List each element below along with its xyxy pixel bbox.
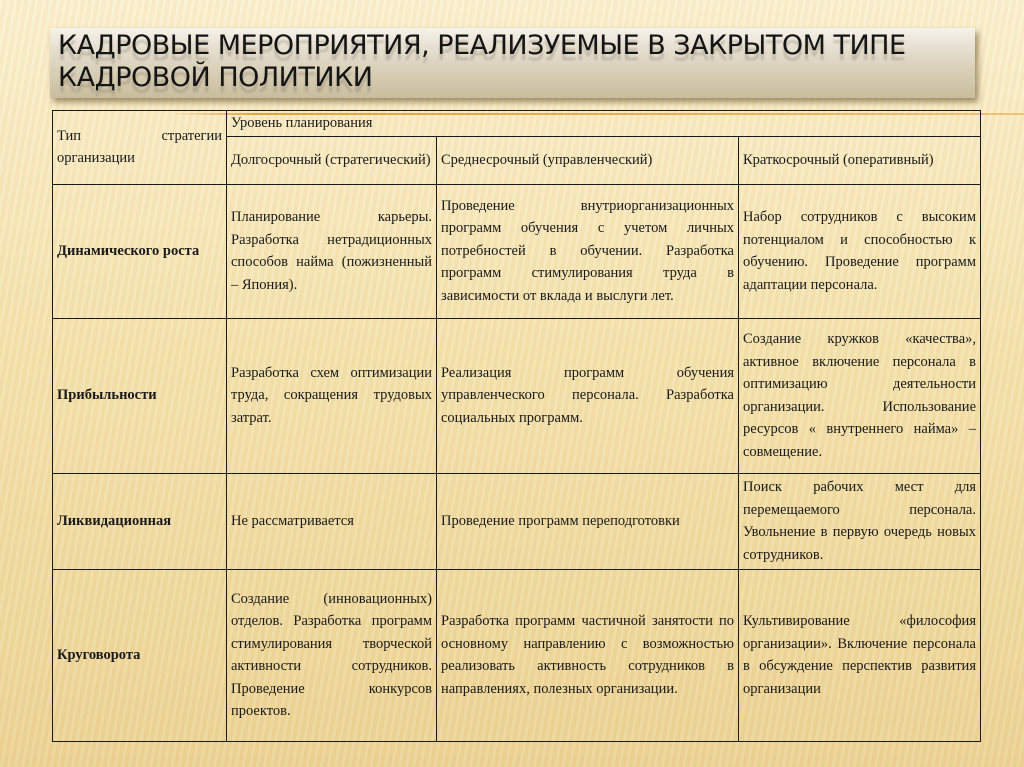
- long-term-cell: Не рассматривается: [227, 473, 437, 569]
- table-row: [53, 473, 981, 569]
- table-row: [53, 184, 981, 318]
- mid-term-cell: Разработка программ частичной занятости по основному направлению с возможностью реализовать активность сотрудников в направлениях, полезных организации.: [437, 569, 739, 741]
- short-term-cell: Культивирование «философия организации». Включение персонала в обсуждение перспектив развития организации: [739, 569, 981, 741]
- table-header-row: [53, 111, 981, 137]
- short-term-cell: Набор сотрудников с высоким потенциалом и способностью к обучению. Проведение программ адаптации персонала.: [739, 184, 981, 318]
- hr-measures-table: [52, 110, 981, 742]
- header-short-term: Краткосрочный (оперативный): [739, 136, 981, 184]
- slide-title: КАДРОВЫЕ МЕРОПРИЯТИЯ, РЕАЛИЗУЕМЫЕ В ЗАКРЫТОМ ТИПЕ КАДРОВОЙ ПОЛИТИКИ: [58, 30, 906, 93]
- mid-term-cell: Проведение программ переподготовки: [437, 473, 739, 569]
- long-term-cell: Создание (инновационных) отделов. Разработка программ стимулирования творческой активности сотрудников. Проведение конкурсов проектов.: [227, 569, 437, 741]
- table-row: [53, 318, 981, 473]
- mid-term-cell: Реализация программ обучения управленческого персонала. Разработка социальных программ.: [437, 318, 739, 473]
- strategy-type-cell: Ликвидационная: [53, 473, 227, 569]
- header-mid-term: Среднесрочный (управленческий): [437, 136, 739, 184]
- header-strategy-type: Тип стратегии организации: [53, 111, 227, 185]
- strategy-type-cell: Прибыльности: [53, 318, 227, 473]
- header-long-term: Долгосрочный (стратегический): [227, 136, 437, 184]
- header-planning-level: Уровень планирования: [227, 111, 981, 137]
- mid-term-cell: Проведение внутриорганизационных программ обучения с учетом личных потребностей в обучении. Разработка программ стимулирования труда в зависимости от вклада и выслуги лет.: [437, 184, 739, 318]
- strategy-type-cell: Круговорота: [53, 569, 227, 741]
- short-term-cell: Создание кружков «качества», активное включение персонала в оптимизацию деятельности организации. Использование ресурсов « внутреннего найма» – совмещение.: [739, 318, 981, 473]
- long-term-cell: Разработка схем оптимизации труда, сокращения трудовых затрат.: [227, 318, 437, 473]
- short-term-cell: Поиск рабочих мест для перемещаемого персонала. Увольнение в первую очередь новых сотрудников.: [739, 473, 981, 569]
- long-term-cell: Планирование карьеры. Разработка нетрадиционных способов найма (пожизненный – Япония).: [227, 184, 437, 318]
- table-row: [53, 569, 981, 741]
- strategy-type-cell: Динамического роста: [53, 184, 227, 318]
